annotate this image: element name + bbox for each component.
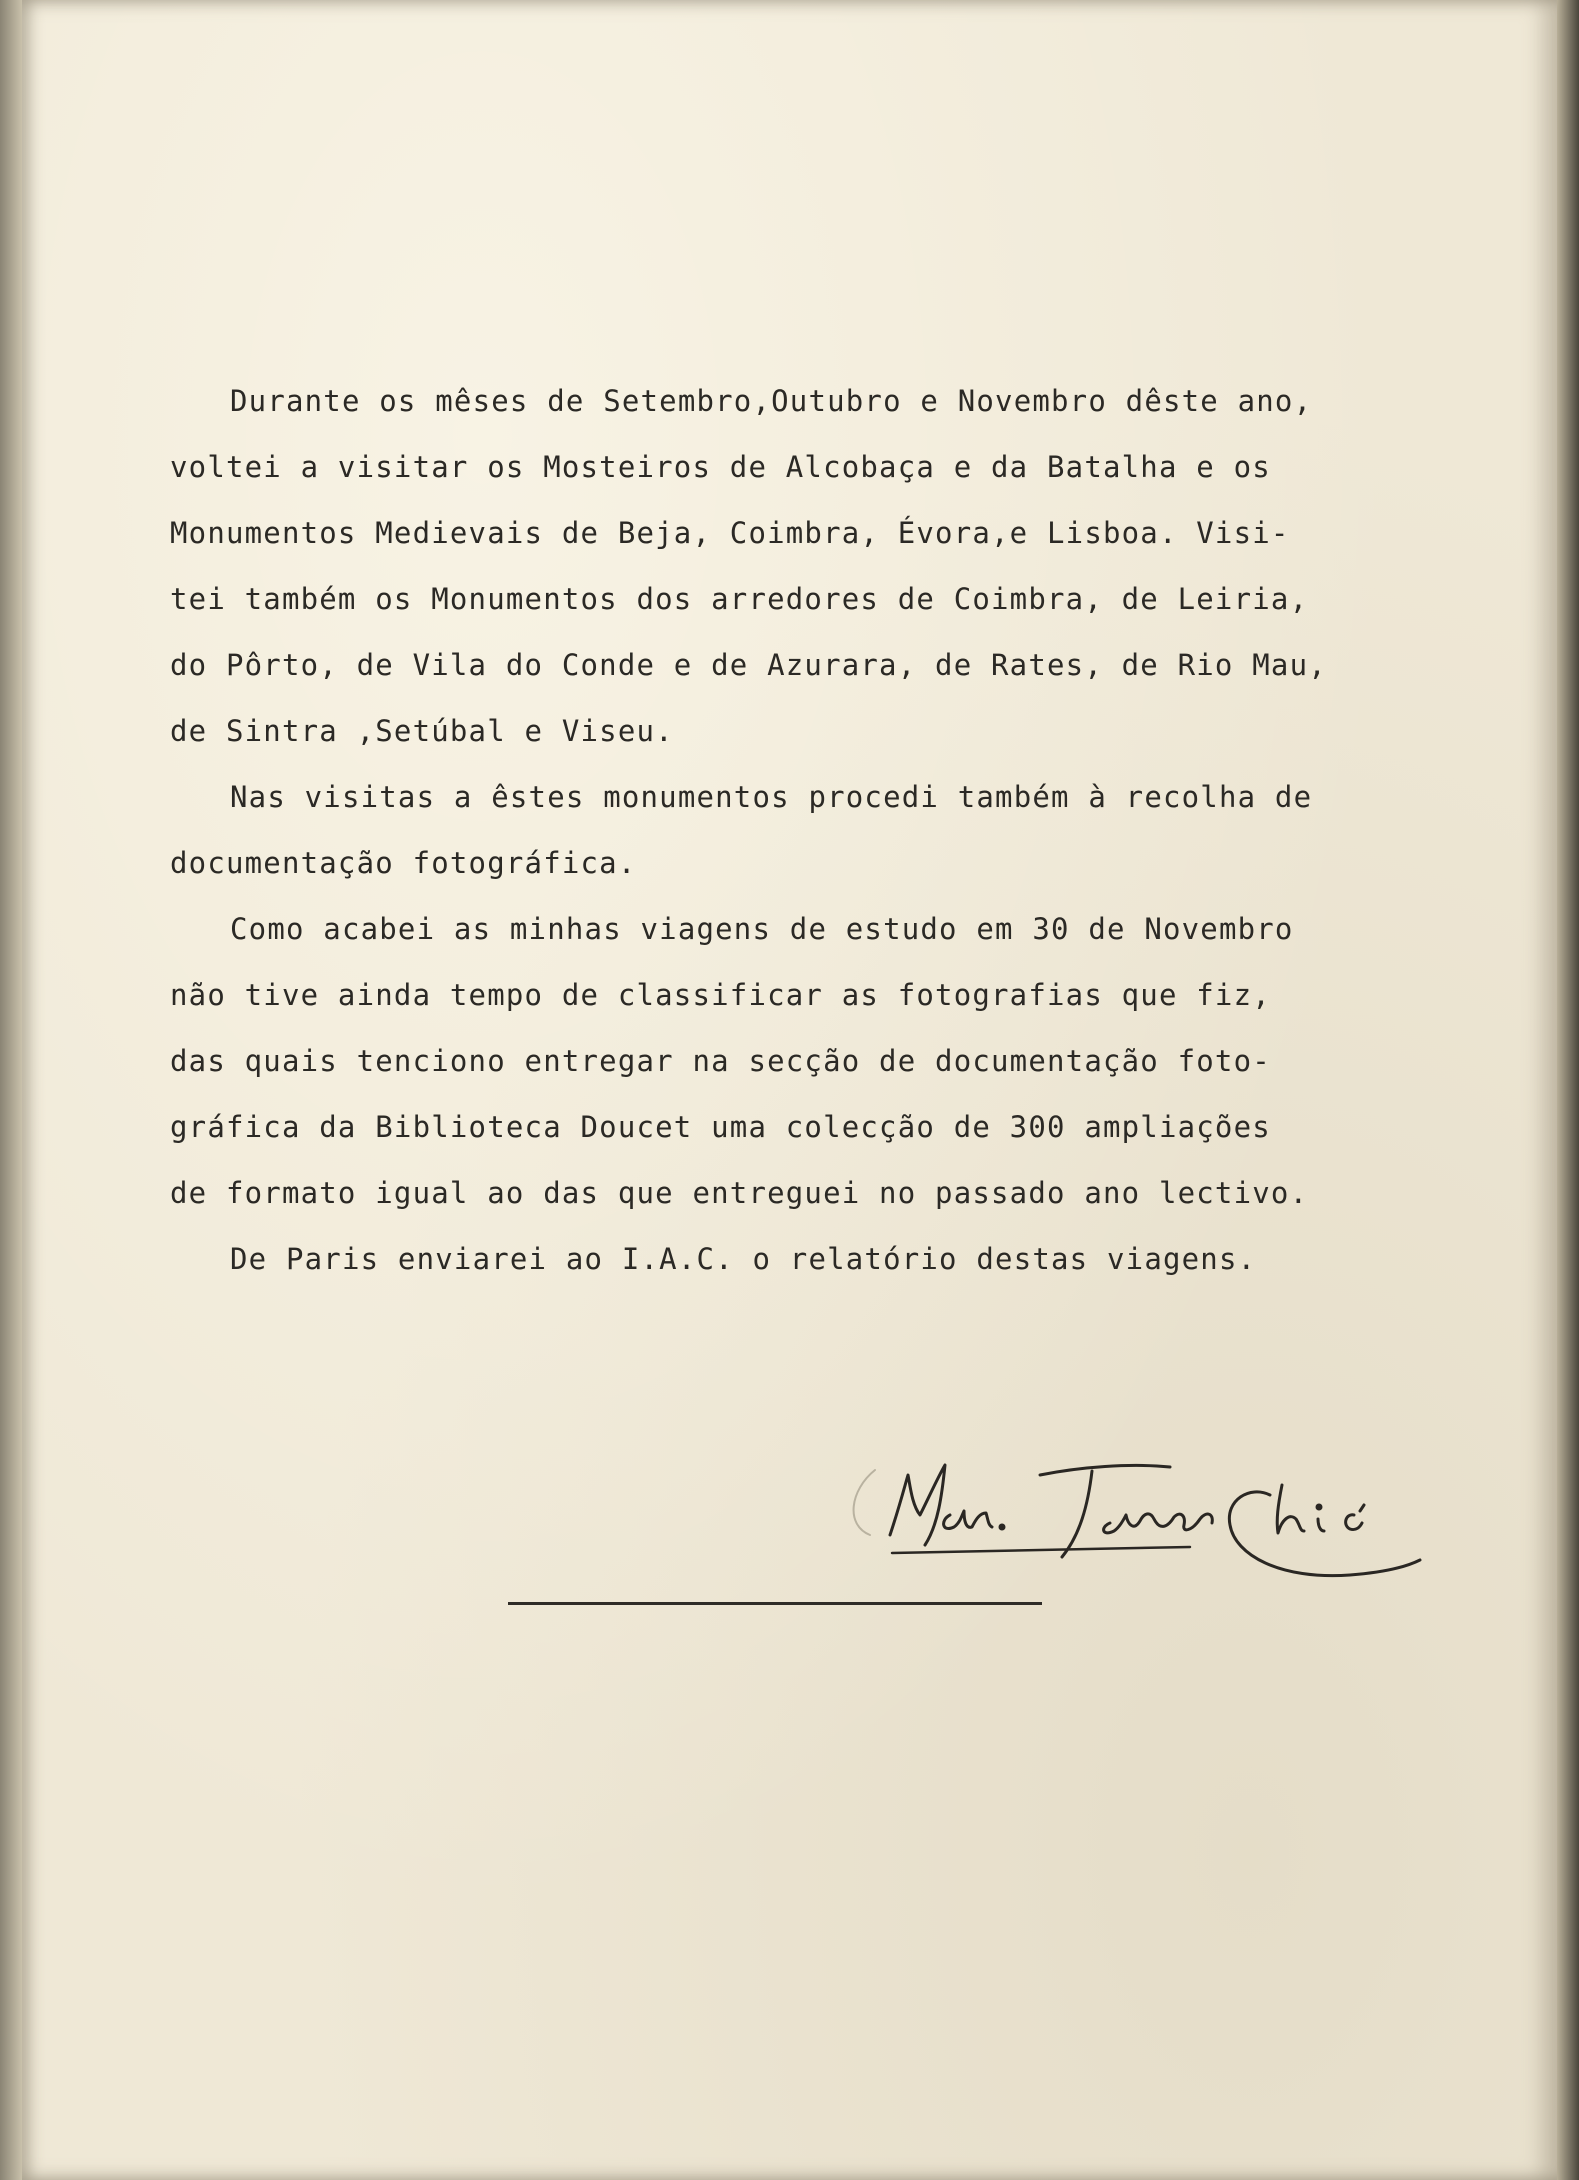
horizontal-rule bbox=[508, 1602, 1042, 1605]
handwritten-signature bbox=[830, 1415, 1470, 1595]
book-binding-left bbox=[0, 0, 22, 2180]
text-line: de formato igual ao das que entreguei no passado ano lectivo. bbox=[170, 1176, 1309, 1210]
text-line: não tive ainda tempo de classificar as fotografias que fiz, bbox=[170, 978, 1271, 1012]
book-binding-right bbox=[1557, 0, 1579, 2180]
text-line: Monumentos Medievais de Beja, Coimbra, Évora,e Lisboa. Visi- bbox=[170, 516, 1290, 550]
text-line: voltei a visitar os Mosteiros de Alcobaça e da Batalha e os bbox=[170, 450, 1271, 484]
text-line: das quais tenciono entregar na secção de documentação foto- bbox=[170, 1044, 1271, 1078]
text-line: De Paris enviarei ao I.A.C. o relatório destas viagens. bbox=[230, 1242, 1257, 1276]
text-line: documentação fotográfica. bbox=[170, 846, 637, 880]
text-line: de Sintra ,Setúbal e Viseu. bbox=[170, 714, 674, 748]
text-line: tei também os Monumentos dos arredores de Coimbra, de Leiria, bbox=[170, 582, 1309, 616]
typed-text-body bbox=[170, 368, 1440, 1292]
text-line: Durante os mêses de Setembro,Outubro e Novembro dêste ano, bbox=[230, 384, 1313, 418]
text-line: do Pôrto, de Vila do Conde e de Azurara, de Rates, de Rio Mau, bbox=[170, 648, 1327, 682]
text-line: gráfica da Biblioteca Doucet uma colecção de 300 ampliações bbox=[170, 1110, 1271, 1144]
text-line: Como acabei as minhas viagens de estudo em 30 de Novembro bbox=[230, 912, 1294, 946]
text-line: Nas visitas a êstes monumentos procedi também à recolha de bbox=[230, 780, 1313, 814]
